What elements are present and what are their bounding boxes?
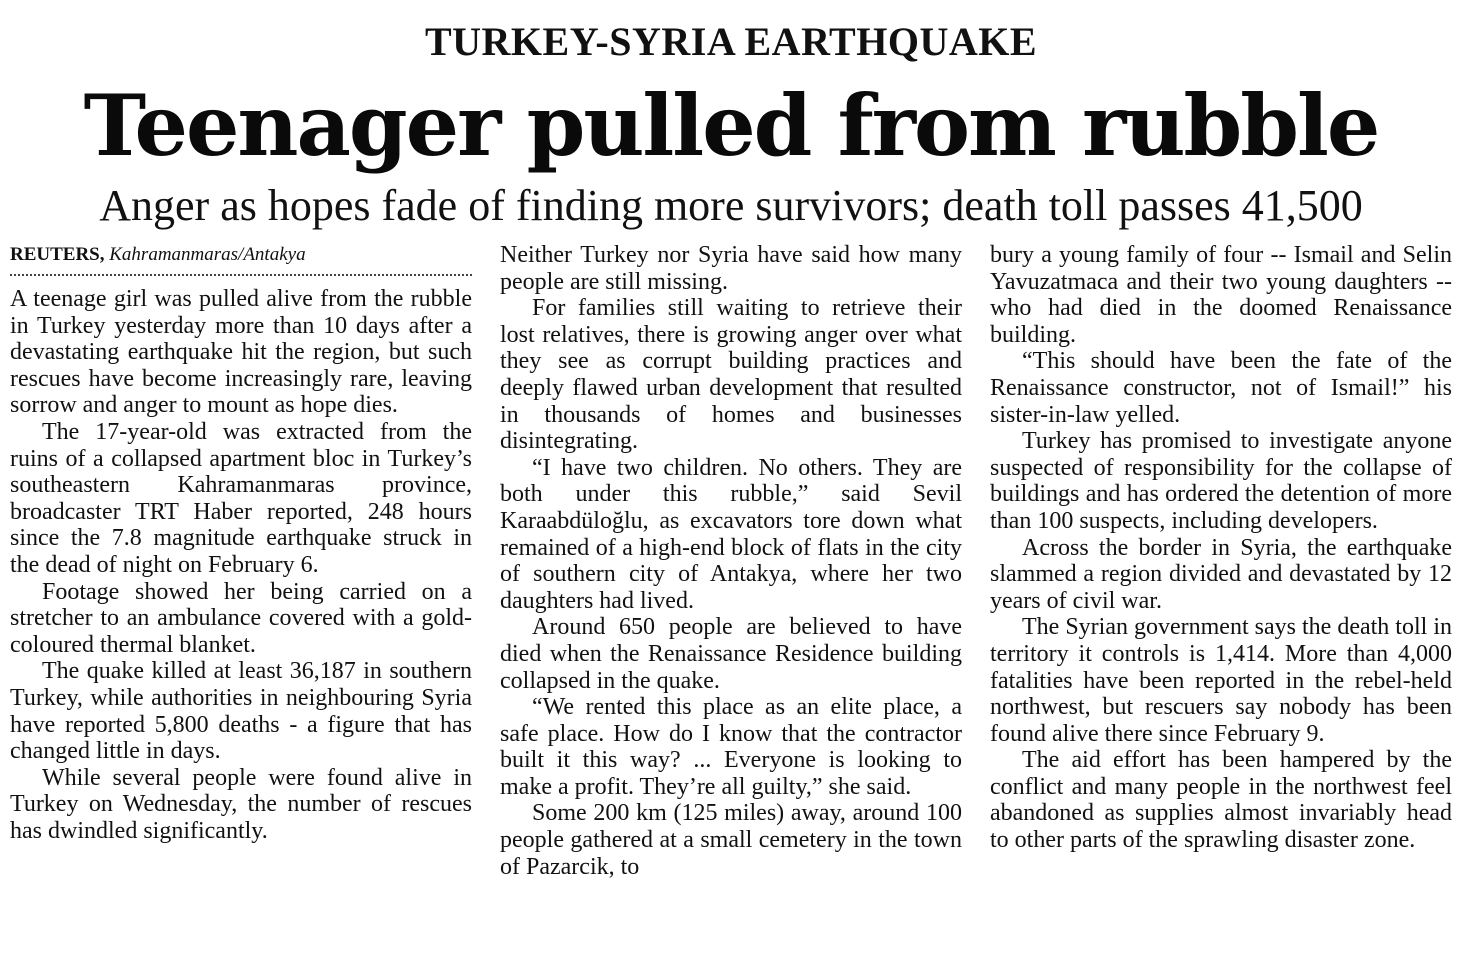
headline: Teenager pulled from rubble — [83, 76, 1379, 175]
paragraph: Across the border in Syria, the earthquake slammed a region divided and devastated by 12 years of civil war. — [990, 534, 1452, 614]
paragraph: Around 650 people are believed to have died when the Renaissance Residence building collapsed in the quake. — [500, 614, 962, 694]
paragraph: bury a young family of four -- Ismail and Selin Yavuzatmaca and their two young daughters -- who had died in the doomed Renaissance building. — [990, 242, 1452, 348]
byline-agency: REUTERS, — [10, 244, 105, 265]
paragraph: Neither Turkey nor Syria have said how many people are still missing. — [500, 242, 962, 295]
paragraph: A teenage girl was pulled alive from the rubble in Turkey yesterday more than 10 days after a devastating earthquake hit the region, but such rescues have become increasingly rare, leaving sorrow and anger to mount as hope dies. — [10, 286, 472, 419]
paragraph: For families still waiting to retrieve their lost relatives, there is growing anger over what they see as corrupt building practices and deeply flawed urban development that resulted in thousands of homes and businesses disintegrating. — [500, 295, 962, 455]
article-column-2 — [500, 242, 962, 880]
paragraph: The 17-year-old was extracted from the ruins of a collapsed apartment bloc in Turkey’s southeastern Kahramanmaras province, broadcaster TRT Haber reported, 248 hours since the 7.8 magnitude earthquake struck in the dead of night on February 6. — [10, 418, 472, 578]
section-kicker: TURKEY-SYRIA EARTHQUAKE — [424, 19, 1038, 64]
paragraph: “This should have been the fate of the Renaissance constructor, not of Ismail!” his sister-in-law yelled. — [990, 348, 1452, 428]
subheadline: Anger as hopes fade of finding more survivors; death toll passes 41,500 — [99, 181, 1363, 230]
paragraph: Turkey has promised to investigate anyone suspected of responsibility for the collapse of buildings and has ordered the detention of more than 100 suspects, including developers. — [990, 428, 1452, 534]
paragraph: “I have two children. No others. They are both under this rubble,” said Sevil Karaabdüloğlu, as excavators tore down what remained of a high-end block of flats in the city of southern city of Antakya, where her two daughters had lived. — [500, 454, 962, 614]
paragraph: “We rented this place as an elite place, a safe place. How do I know that the contractor built it this way? ... Everyone is looking to make a profit. They’re all guilty,” she said. — [500, 694, 962, 800]
article-column-1 — [10, 242, 472, 844]
paragraph: Footage showed her being carried on a stretcher to an ambulance covered with a gold-coloured thermal blanket. — [10, 578, 472, 658]
paragraph: The aid effort has been hampered by the conflict and many people in the northwest feel abandoned as supplies almost invariably head to other parts of the sprawling disaster zone. — [990, 747, 1452, 854]
paragraph: The Syrian government says the death toll in territory it controls is 1,414. More than 4,000 fatalities have been reported in the rebel-held northwest, but rescuers say nobody has been found alive there since February 9. — [990, 614, 1452, 747]
paragraph: Some 200 km (125 miles) away, around 100 people gathered at a small cemetery in the town of Pazarcik, to — [500, 800, 962, 880]
article-column-3 — [990, 242, 1452, 854]
paragraph: The quake killed at least 36,187 in southern Turkey, while authorities in neighbouring Syria have reported 5,800 deaths - a figure that has changed little in days. — [10, 658, 472, 765]
paragraph: While several people were found alive in Turkey on Wednesday, the number of rescues has dwindled significantly. — [10, 764, 472, 844]
byline — [10, 242, 472, 276]
byline-location: Kahramanmaras/Antakya — [109, 244, 306, 265]
